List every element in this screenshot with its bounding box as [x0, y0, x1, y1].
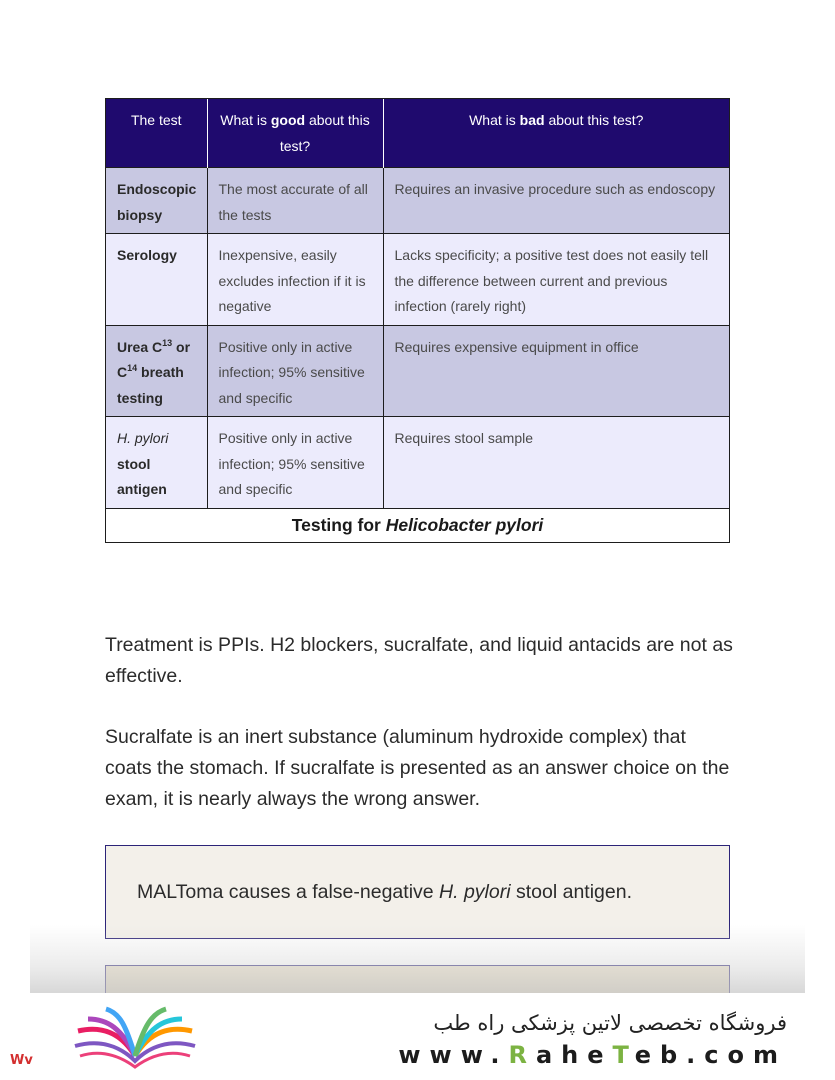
table-header-row	[106, 99, 729, 168]
cell-good: Inexpensive, easily excludes infection if it is negative	[207, 234, 383, 326]
cell-good: Positive only in active infection; 95% sensitive and specific	[207, 417, 383, 508]
table-caption: Testing for Helicobacter pylori	[106, 508, 729, 542]
cell-good: The most accurate of all the tests	[207, 168, 383, 234]
paragraph-sucralfate: Sucralfate is an inert substance (aluminum hydroxide complex) that coats the stomach. If sucralfate is presented as an answer choice on the exam, it is nearly always the wrong answer.	[105, 726, 730, 810]
cell-good: Positive only in active infection; 95% sensitive and specific	[207, 325, 383, 417]
book-logo-icon	[70, 1001, 200, 1071]
corner-mark: Wv	[10, 1053, 33, 1068]
table-row	[106, 325, 729, 417]
header-good: What is good about this test?	[207, 99, 383, 168]
header-test: The test	[106, 99, 207, 168]
table-row	[106, 234, 729, 326]
store-url: www.RaheTeb.com	[398, 1041, 787, 1069]
store-name: فروشگاه تخصصی لاتین پزشکی راه طب	[433, 1011, 787, 1035]
cell-test: H. pylori stool antigen	[106, 417, 207, 508]
cell-bad: Requires an invasive procedure such as endoscopy	[383, 168, 729, 234]
table	[106, 99, 729, 508]
table-row	[106, 168, 729, 234]
header-bad: What is bad about this test?	[383, 99, 729, 168]
watermark-footer	[0, 993, 835, 1080]
cell-test: Urea $C^{13}$ or $C^{14}$ breath testing	[106, 325, 207, 417]
cell-bad: Requires expensive equipment in office	[383, 325, 729, 417]
paragraph-treatment: Treatment is PPIs. H2 blockers, sucralfate, and liquid antacids are not as effective.	[105, 634, 733, 687]
table-row	[106, 417, 729, 508]
callout-box: MALToma causes a false-negative H. pylori stool antigen.	[105, 845, 730, 939]
testing-table	[105, 98, 730, 543]
cell-test: Endoscopic biopsy	[106, 168, 207, 234]
cell-test: Serology	[106, 234, 207, 326]
bottom-fade	[30, 925, 805, 995]
cell-bad: Requires stool sample	[383, 417, 729, 508]
cell-bad: Lacks specificity; a positive test does not easily tell the difference between current and previous infection (rarely right)	[383, 234, 729, 326]
